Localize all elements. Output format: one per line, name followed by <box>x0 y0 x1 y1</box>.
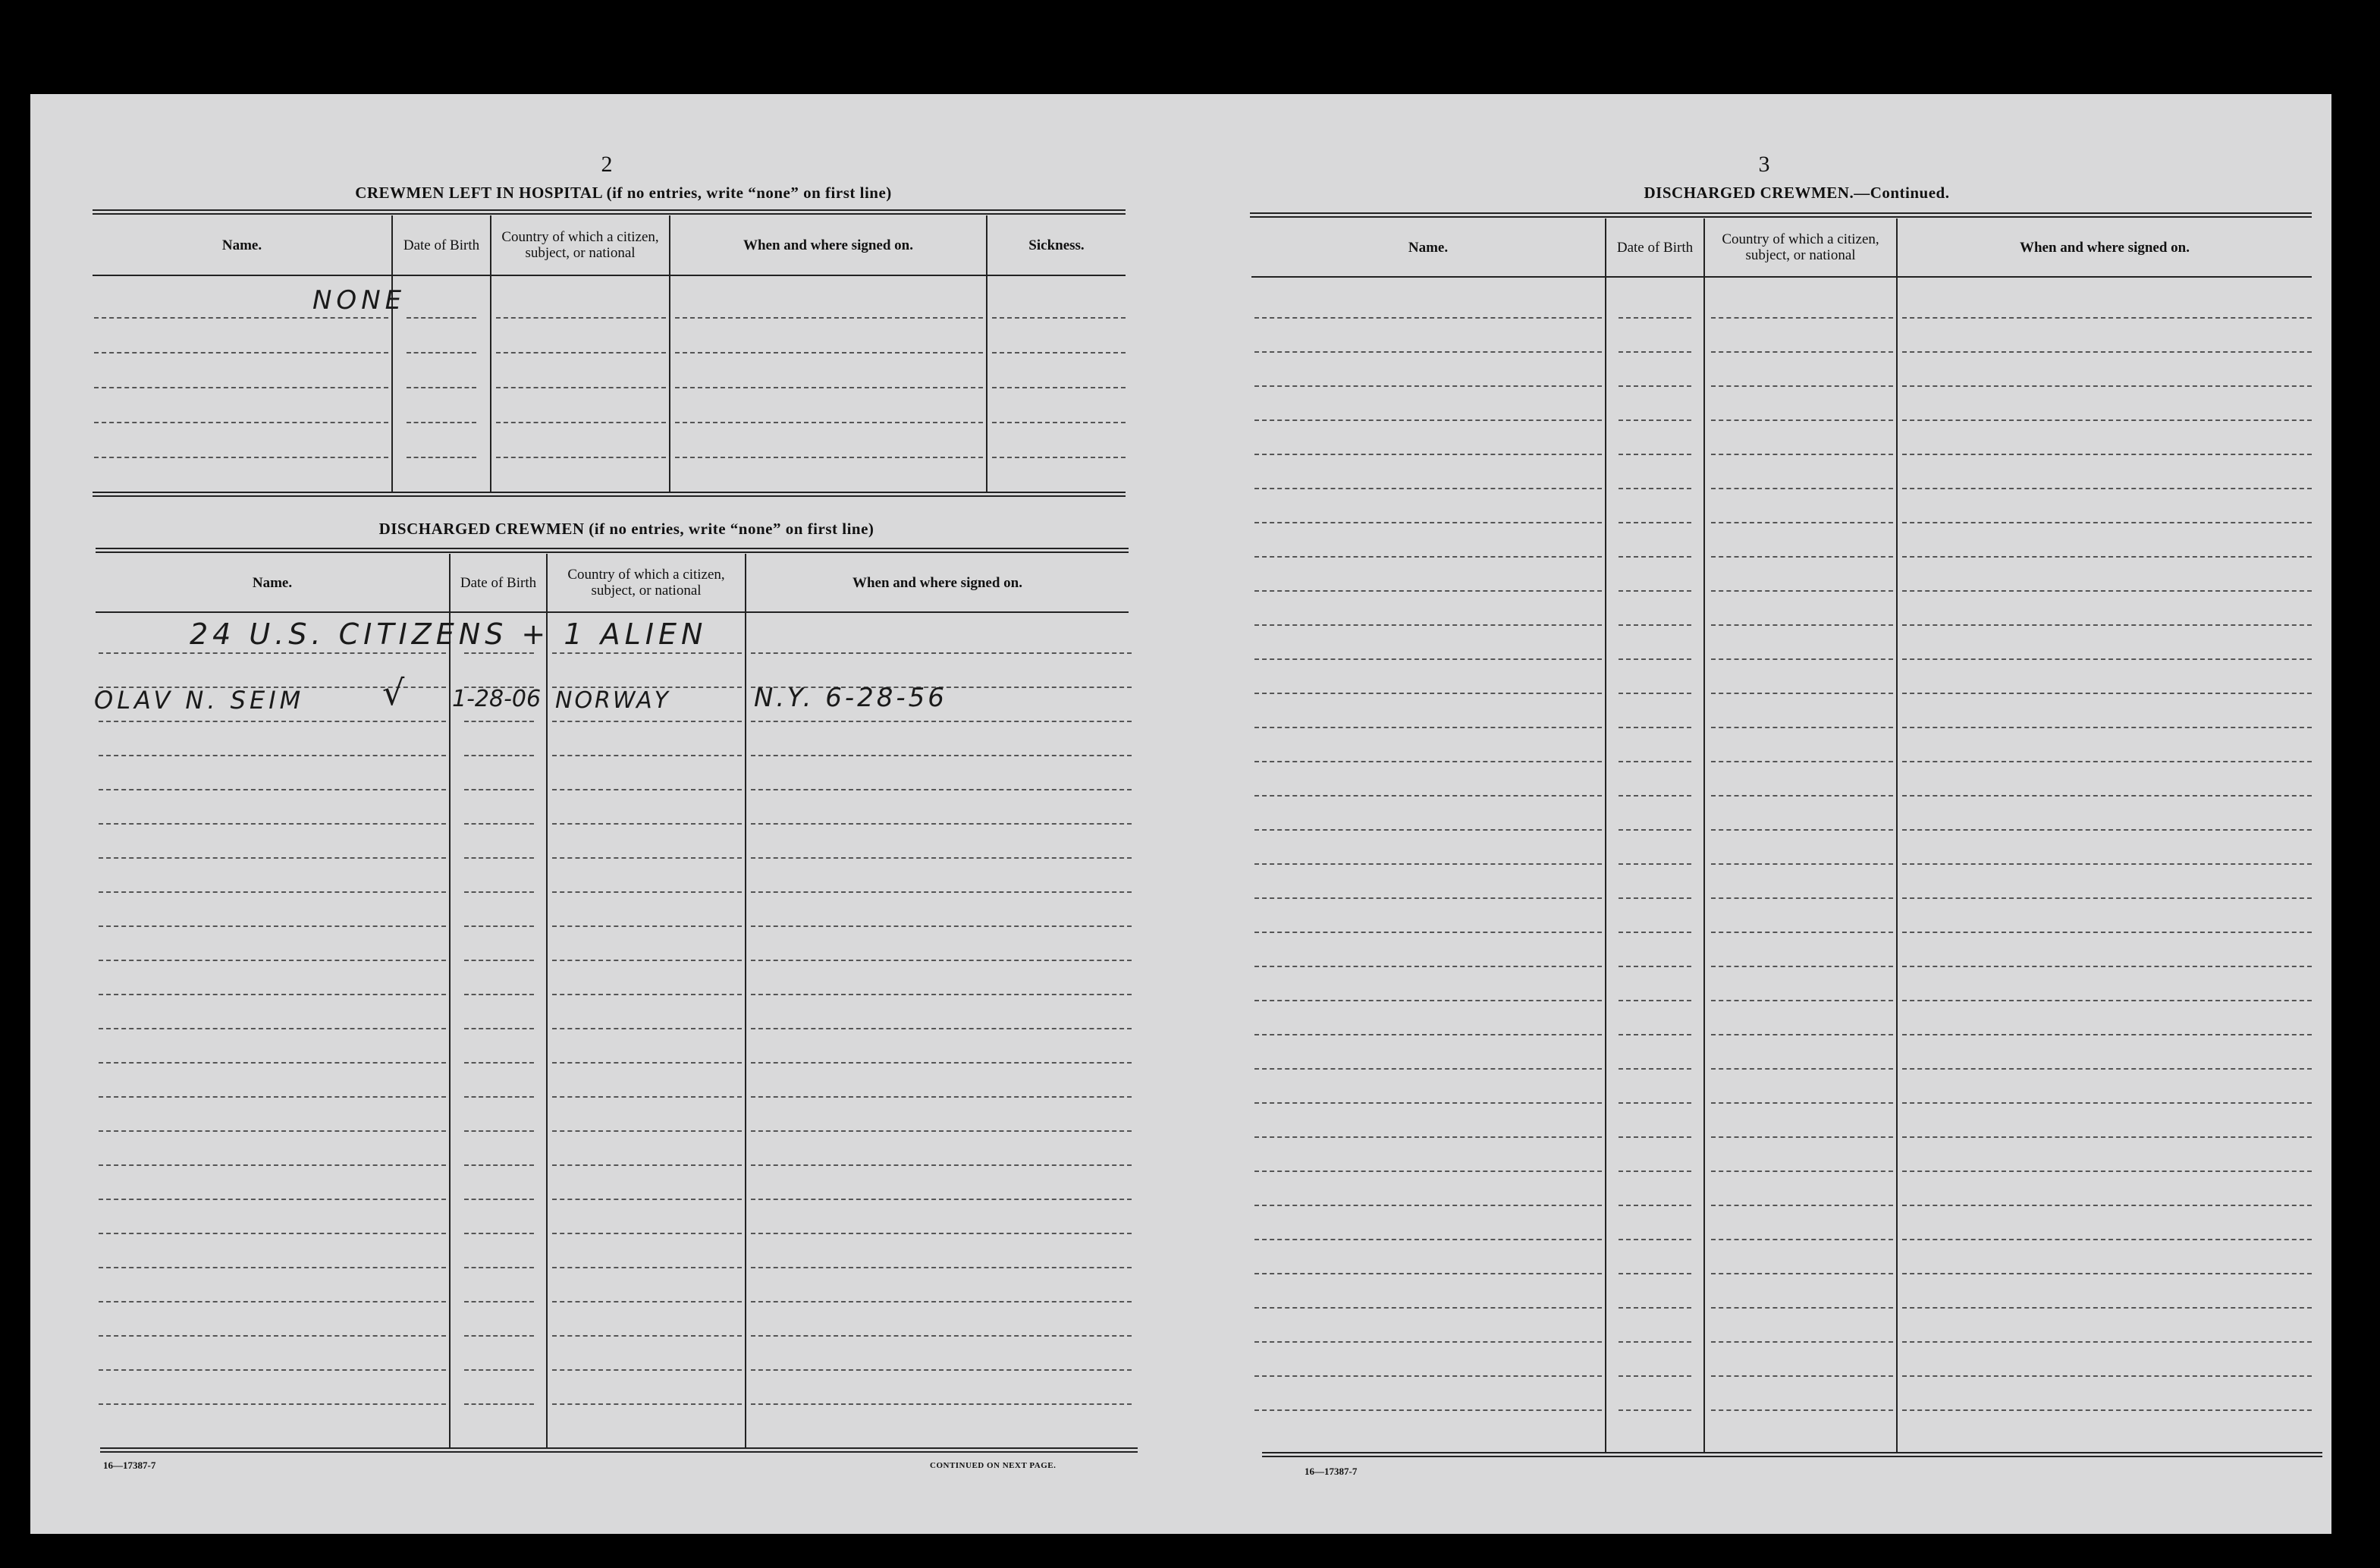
hospital-top-rule <box>93 209 1126 215</box>
ruled-line <box>675 457 983 458</box>
ruled-line <box>1902 1102 2312 1104</box>
ruled-line <box>1619 863 1691 865</box>
ruled-line <box>1254 1239 1602 1240</box>
ruled-line <box>464 891 534 893</box>
hospital-col-name: Name. <box>221 237 262 253</box>
ruled-line <box>407 387 476 388</box>
ruled-line <box>99 1199 446 1200</box>
ruled-line <box>1711 624 1893 626</box>
right-header-rule <box>1251 276 2312 278</box>
ruled-line <box>1902 454 2312 455</box>
ruled-line <box>1711 1171 1893 1172</box>
ruled-line <box>1254 1273 1602 1274</box>
ruled-line <box>751 721 1132 722</box>
ruled-line <box>1619 1034 1691 1035</box>
hospital-title: CREWMEN LEFT IN HOSPITAL (if no entries, write “none” on first line) <box>355 184 892 202</box>
ruled-line <box>1902 1409 2312 1411</box>
hospital-bottom-rule <box>93 492 1126 497</box>
ruled-line <box>1254 351 1602 353</box>
ruled-line <box>1619 419 1691 421</box>
ruled-line <box>1711 727 1893 728</box>
right-col-name: Name. <box>1408 239 1449 256</box>
ruled-line <box>1711 897 1893 899</box>
ruled-line <box>1902 351 2312 353</box>
ruled-line <box>751 755 1132 756</box>
discharged-dob-entry: 1-28-06 <box>452 686 542 712</box>
ruled-line <box>1254 1205 1602 1206</box>
ruled-line <box>1619 624 1691 626</box>
ruled-line <box>1711 1409 1893 1411</box>
ruled-line <box>1619 317 1691 319</box>
ruled-line <box>1902 761 2312 762</box>
hospital-header-rule <box>93 275 1126 276</box>
ruled-line <box>464 1301 534 1302</box>
ruled-line <box>1619 1068 1691 1070</box>
ruled-line <box>99 1369 446 1371</box>
ruled-line <box>464 823 534 825</box>
ruled-line <box>1254 385 1602 387</box>
ruled-line <box>552 960 742 961</box>
right-col-divider <box>1605 218 1606 1452</box>
page-number-right: 3 <box>1758 152 1770 177</box>
ruled-line <box>751 1369 1132 1371</box>
ruled-line <box>464 1130 534 1132</box>
ruled-line <box>464 925 534 927</box>
discharged-name-entry: OLAV N. SEIM <box>94 686 305 715</box>
scanned-sheet <box>30 94 2331 1534</box>
ruled-line <box>1711 1307 1893 1309</box>
ruled-line <box>675 422 983 423</box>
ruled-line <box>1254 727 1602 728</box>
ruled-line <box>1254 897 1602 899</box>
discharged-signed-on-entry: N.Y. 6-28-56 <box>754 683 947 713</box>
ruled-line <box>1619 761 1691 762</box>
ruled-line <box>1254 1171 1602 1172</box>
ruled-line <box>407 317 476 319</box>
ruled-line <box>751 1233 1132 1234</box>
ruled-line <box>1711 1239 1893 1240</box>
right-col-divider <box>1703 218 1705 1452</box>
ruled-line <box>751 1130 1132 1132</box>
ruled-line <box>552 755 742 756</box>
ruled-line <box>552 1267 742 1268</box>
ruled-line <box>1902 1171 2312 1172</box>
ruled-line <box>1254 556 1602 558</box>
ruled-line <box>99 1403 446 1405</box>
ruled-line <box>99 1096 446 1098</box>
ruled-line <box>1902 1000 2312 1001</box>
ruled-line <box>496 387 666 388</box>
ruled-line <box>1711 556 1893 558</box>
ruled-line <box>1902 693 2312 694</box>
ruled-line <box>464 1369 534 1371</box>
ruled-line <box>1711 1273 1893 1274</box>
ruled-line <box>1902 1034 2312 1035</box>
hospital-col-signed-on: When and where signed on. <box>743 237 913 253</box>
right-col-signed-on: When and where signed on. <box>2019 239 2190 256</box>
right-col-dob: Date of Birth <box>1616 239 1694 256</box>
ruled-line <box>552 1028 742 1029</box>
ruled-line <box>99 1062 446 1064</box>
ruled-line <box>1902 624 2312 626</box>
ruled-line <box>1254 1102 1602 1104</box>
ruled-line <box>1711 693 1893 694</box>
ruled-line <box>1711 488 1893 489</box>
ruled-line <box>751 652 1132 654</box>
ruled-line <box>1902 590 2312 592</box>
ruled-line <box>1902 897 2312 899</box>
ruled-line <box>1619 351 1691 353</box>
ruled-line <box>94 422 388 423</box>
ruled-line <box>751 1301 1132 1302</box>
ruled-line <box>1619 966 1691 967</box>
form-number-left: 16—17387-7 <box>103 1460 156 1471</box>
ruled-line <box>464 857 534 859</box>
ruled-line <box>552 1062 742 1064</box>
ruled-line <box>552 652 742 654</box>
ruled-line <box>552 994 742 995</box>
discharged-col-name: Name. <box>252 574 293 591</box>
ruled-line <box>552 1233 742 1234</box>
ruled-line <box>464 1267 534 1268</box>
ruled-line <box>464 1233 534 1234</box>
ruled-line <box>1902 1239 2312 1240</box>
ruled-line <box>1711 454 1893 455</box>
ruled-line <box>751 1062 1132 1064</box>
ruled-line <box>99 1233 446 1234</box>
ruled-line <box>1711 1034 1893 1035</box>
ruled-line <box>1254 1000 1602 1001</box>
ruled-line <box>464 721 534 722</box>
ruled-line <box>552 1164 742 1166</box>
ruled-line <box>1254 454 1602 455</box>
ruled-line <box>99 891 446 893</box>
ruled-line <box>94 352 388 354</box>
ruled-line <box>1619 932 1691 933</box>
ruled-line <box>1902 829 2312 831</box>
ruled-line <box>1711 1136 1893 1138</box>
ruled-line <box>1254 1136 1602 1138</box>
ruled-line <box>1619 658 1691 660</box>
discharged-col-signed-on: When and where signed on. <box>852 574 1022 591</box>
page-number-left: 2 <box>601 152 613 177</box>
ruled-line <box>552 721 742 722</box>
ruled-line <box>1711 590 1893 592</box>
ruled-line <box>1619 1102 1691 1104</box>
ruled-line <box>407 422 476 423</box>
ruled-line <box>1711 761 1893 762</box>
ruled-line <box>1711 863 1893 865</box>
ruled-line <box>1254 522 1602 523</box>
ruled-line <box>552 1096 742 1098</box>
ruled-line <box>99 1130 446 1132</box>
ruled-line <box>552 823 742 825</box>
ruled-line <box>1711 829 1893 831</box>
ruled-line <box>99 925 446 927</box>
right-top-rule <box>1250 212 2312 218</box>
discharged-summary-entry: 24 U.S. CITIZENS + 1 ALIEN <box>190 617 708 651</box>
ruled-line <box>1619 1239 1691 1240</box>
ruled-line <box>552 891 742 893</box>
ruled-line <box>99 755 446 756</box>
ruled-line <box>1619 1000 1691 1001</box>
ruled-line <box>1254 1375 1602 1377</box>
ruled-line <box>1254 658 1602 660</box>
ruled-line <box>1711 317 1893 319</box>
ruled-line <box>1254 317 1602 319</box>
ruled-line <box>751 1199 1132 1200</box>
discharged-col-divider <box>745 554 746 1447</box>
ruled-line <box>992 387 1126 388</box>
ruled-line <box>552 789 742 790</box>
ruled-line <box>751 1267 1132 1268</box>
ruled-line <box>99 1301 446 1302</box>
ruled-line <box>1902 385 2312 387</box>
ruled-line <box>1254 863 1602 865</box>
ruled-line <box>1619 693 1691 694</box>
ruled-line <box>1711 351 1893 353</box>
ruled-line <box>552 1301 742 1302</box>
ruled-line <box>464 960 534 961</box>
ruled-line <box>1619 488 1691 489</box>
discharged-col-divider <box>449 554 451 1447</box>
ruled-line <box>1254 590 1602 592</box>
ruled-line <box>99 1164 446 1166</box>
ruled-line <box>1902 419 2312 421</box>
ruled-line <box>464 652 534 654</box>
ruled-line <box>751 994 1132 995</box>
ruled-line <box>1711 419 1893 421</box>
right-title: DISCHARGED CREWMEN.—Continued. <box>1644 184 1950 202</box>
ruled-line <box>1902 1273 2312 1274</box>
discharged-country-entry: NORWAY <box>555 687 670 714</box>
ruled-line <box>1619 1409 1691 1411</box>
discharged-col-divider <box>546 554 548 1447</box>
ruled-line <box>751 1164 1132 1166</box>
ruled-line <box>1254 1034 1602 1035</box>
ruled-line <box>675 317 983 319</box>
ruled-line <box>552 1335 742 1337</box>
ruled-line <box>992 352 1126 354</box>
ruled-line <box>1711 385 1893 387</box>
ruled-line <box>1619 522 1691 523</box>
ruled-line <box>1711 1102 1893 1104</box>
ruled-line <box>496 317 666 319</box>
ruled-line <box>464 1096 534 1098</box>
ruled-line <box>751 789 1132 790</box>
ruled-line <box>99 652 446 654</box>
ruled-line <box>1902 1068 2312 1070</box>
ruled-line <box>751 1096 1132 1098</box>
ruled-line <box>1619 590 1691 592</box>
ruled-line <box>99 1335 446 1337</box>
ruled-line <box>1902 658 2312 660</box>
ruled-line <box>1902 1205 2312 1206</box>
right-bottom-rule <box>1262 1452 2322 1457</box>
ruled-line <box>552 1130 742 1132</box>
ruled-line <box>1254 693 1602 694</box>
ruled-line <box>407 352 476 354</box>
ruled-line <box>1619 454 1691 455</box>
ruled-line <box>1254 795 1602 797</box>
ruled-line <box>94 317 388 319</box>
discharged-top-rule <box>96 548 1129 553</box>
ruled-line <box>552 857 742 859</box>
ruled-line <box>552 1369 742 1371</box>
ruled-line <box>99 994 446 995</box>
ruled-line <box>751 1403 1132 1405</box>
ruled-line <box>751 1335 1132 1337</box>
ruled-line <box>1619 1273 1691 1274</box>
ruled-line <box>407 457 476 458</box>
ruled-line <box>1711 1341 1893 1343</box>
ruled-line <box>1902 932 2312 933</box>
ruled-line <box>992 422 1126 423</box>
ruled-line <box>1619 385 1691 387</box>
ruled-line <box>496 352 666 354</box>
ruled-line <box>464 1062 534 1064</box>
hospital-col-sickness: Sickness. <box>1028 237 1085 253</box>
ruled-line <box>1902 1136 2312 1138</box>
ruled-line <box>99 823 446 825</box>
ruled-line <box>1902 727 2312 728</box>
ruled-line <box>992 317 1126 319</box>
ruled-line <box>1254 1068 1602 1070</box>
ruled-line <box>1619 1171 1691 1172</box>
discharged-title: DISCHARGED CREWMEN (if no entries, write “none” on first line) <box>378 520 874 538</box>
ruled-line <box>1619 1341 1691 1343</box>
right-col-country: Country of which a citizen, subject, or national <box>1722 231 1879 263</box>
ruled-line <box>751 823 1132 825</box>
ruled-line <box>1711 795 1893 797</box>
ruled-line <box>1711 1000 1893 1001</box>
hospital-col-dob: Date of Birth <box>403 237 480 253</box>
ruled-line <box>464 789 534 790</box>
ruled-line <box>992 457 1126 458</box>
ruled-line <box>1711 932 1893 933</box>
continued-note: CONTINUED ON NEXT PAGE. <box>930 1461 1057 1470</box>
ruled-line <box>675 352 983 354</box>
ruled-line <box>99 960 446 961</box>
ruled-line <box>1254 761 1602 762</box>
hospital-entry-none: NONE <box>312 285 407 316</box>
ruled-line <box>1619 727 1691 728</box>
ruled-line <box>496 422 666 423</box>
ruled-line <box>1619 1375 1691 1377</box>
ruled-line <box>1902 863 2312 865</box>
ruled-line <box>1254 1341 1602 1343</box>
ruled-line <box>99 721 446 722</box>
ruled-line <box>552 1403 742 1405</box>
ruled-line <box>99 857 446 859</box>
hospital-col-country: Country of which a citizen, subject, or national <box>501 229 659 261</box>
ruled-line <box>1619 829 1691 831</box>
ruled-line <box>1619 795 1691 797</box>
ruled-line <box>464 1028 534 1029</box>
ruled-line <box>1711 1068 1893 1070</box>
check-mark: √ <box>382 672 405 713</box>
ruled-line <box>464 994 534 995</box>
discharged-header-rule <box>96 611 1129 613</box>
ruled-line <box>1254 1409 1602 1411</box>
ruled-line <box>1619 556 1691 558</box>
ruled-line <box>1902 522 2312 523</box>
ruled-line <box>1902 556 2312 558</box>
ruled-line <box>751 857 1132 859</box>
ruled-line <box>1902 488 2312 489</box>
ruled-line <box>1254 966 1602 967</box>
ruled-line <box>94 387 388 388</box>
ruled-line <box>1902 795 2312 797</box>
ruled-line <box>1254 1307 1602 1309</box>
ruled-line <box>751 925 1132 927</box>
discharged-col-dob: Date of Birth <box>460 574 537 591</box>
ruled-line <box>1711 1205 1893 1206</box>
ruled-line <box>552 1199 742 1200</box>
ruled-line <box>464 1199 534 1200</box>
ruled-line <box>1254 932 1602 933</box>
ruled-line <box>751 891 1132 893</box>
ruled-line <box>1619 1136 1691 1138</box>
ruled-line <box>1254 419 1602 421</box>
ruled-line <box>1619 897 1691 899</box>
ruled-line <box>1902 1375 2312 1377</box>
ruled-line <box>99 1028 446 1029</box>
ruled-line <box>464 1164 534 1166</box>
ruled-line <box>1254 624 1602 626</box>
ruled-line <box>464 755 534 756</box>
discharged-bottom-rule <box>100 1447 1138 1453</box>
ruled-line <box>552 925 742 927</box>
ruled-line <box>751 960 1132 961</box>
ruled-line <box>1902 1307 2312 1309</box>
ruled-line <box>99 789 446 790</box>
ruled-line <box>1711 1375 1893 1377</box>
ruled-line <box>1619 1205 1691 1206</box>
ruled-line <box>675 387 983 388</box>
discharged-col-country: Country of which a citizen, subject, or national <box>567 567 725 599</box>
ruled-line <box>496 457 666 458</box>
ruled-line <box>1254 488 1602 489</box>
ruled-line <box>1619 1307 1691 1309</box>
ruled-line <box>99 1267 446 1268</box>
ruled-line <box>1902 1341 2312 1343</box>
ruled-line <box>464 1403 534 1405</box>
ruled-line <box>1902 966 2312 967</box>
ruled-line <box>94 457 388 458</box>
ruled-line <box>1711 966 1893 967</box>
ruled-line <box>1711 658 1893 660</box>
ruled-line <box>1902 317 2312 319</box>
ruled-line <box>1254 829 1602 831</box>
ruled-line <box>751 1028 1132 1029</box>
ruled-line <box>1711 522 1893 523</box>
form-number-right: 16—17387-7 <box>1305 1466 1358 1477</box>
ruled-line <box>464 1335 534 1337</box>
right-col-divider <box>1896 218 1898 1452</box>
